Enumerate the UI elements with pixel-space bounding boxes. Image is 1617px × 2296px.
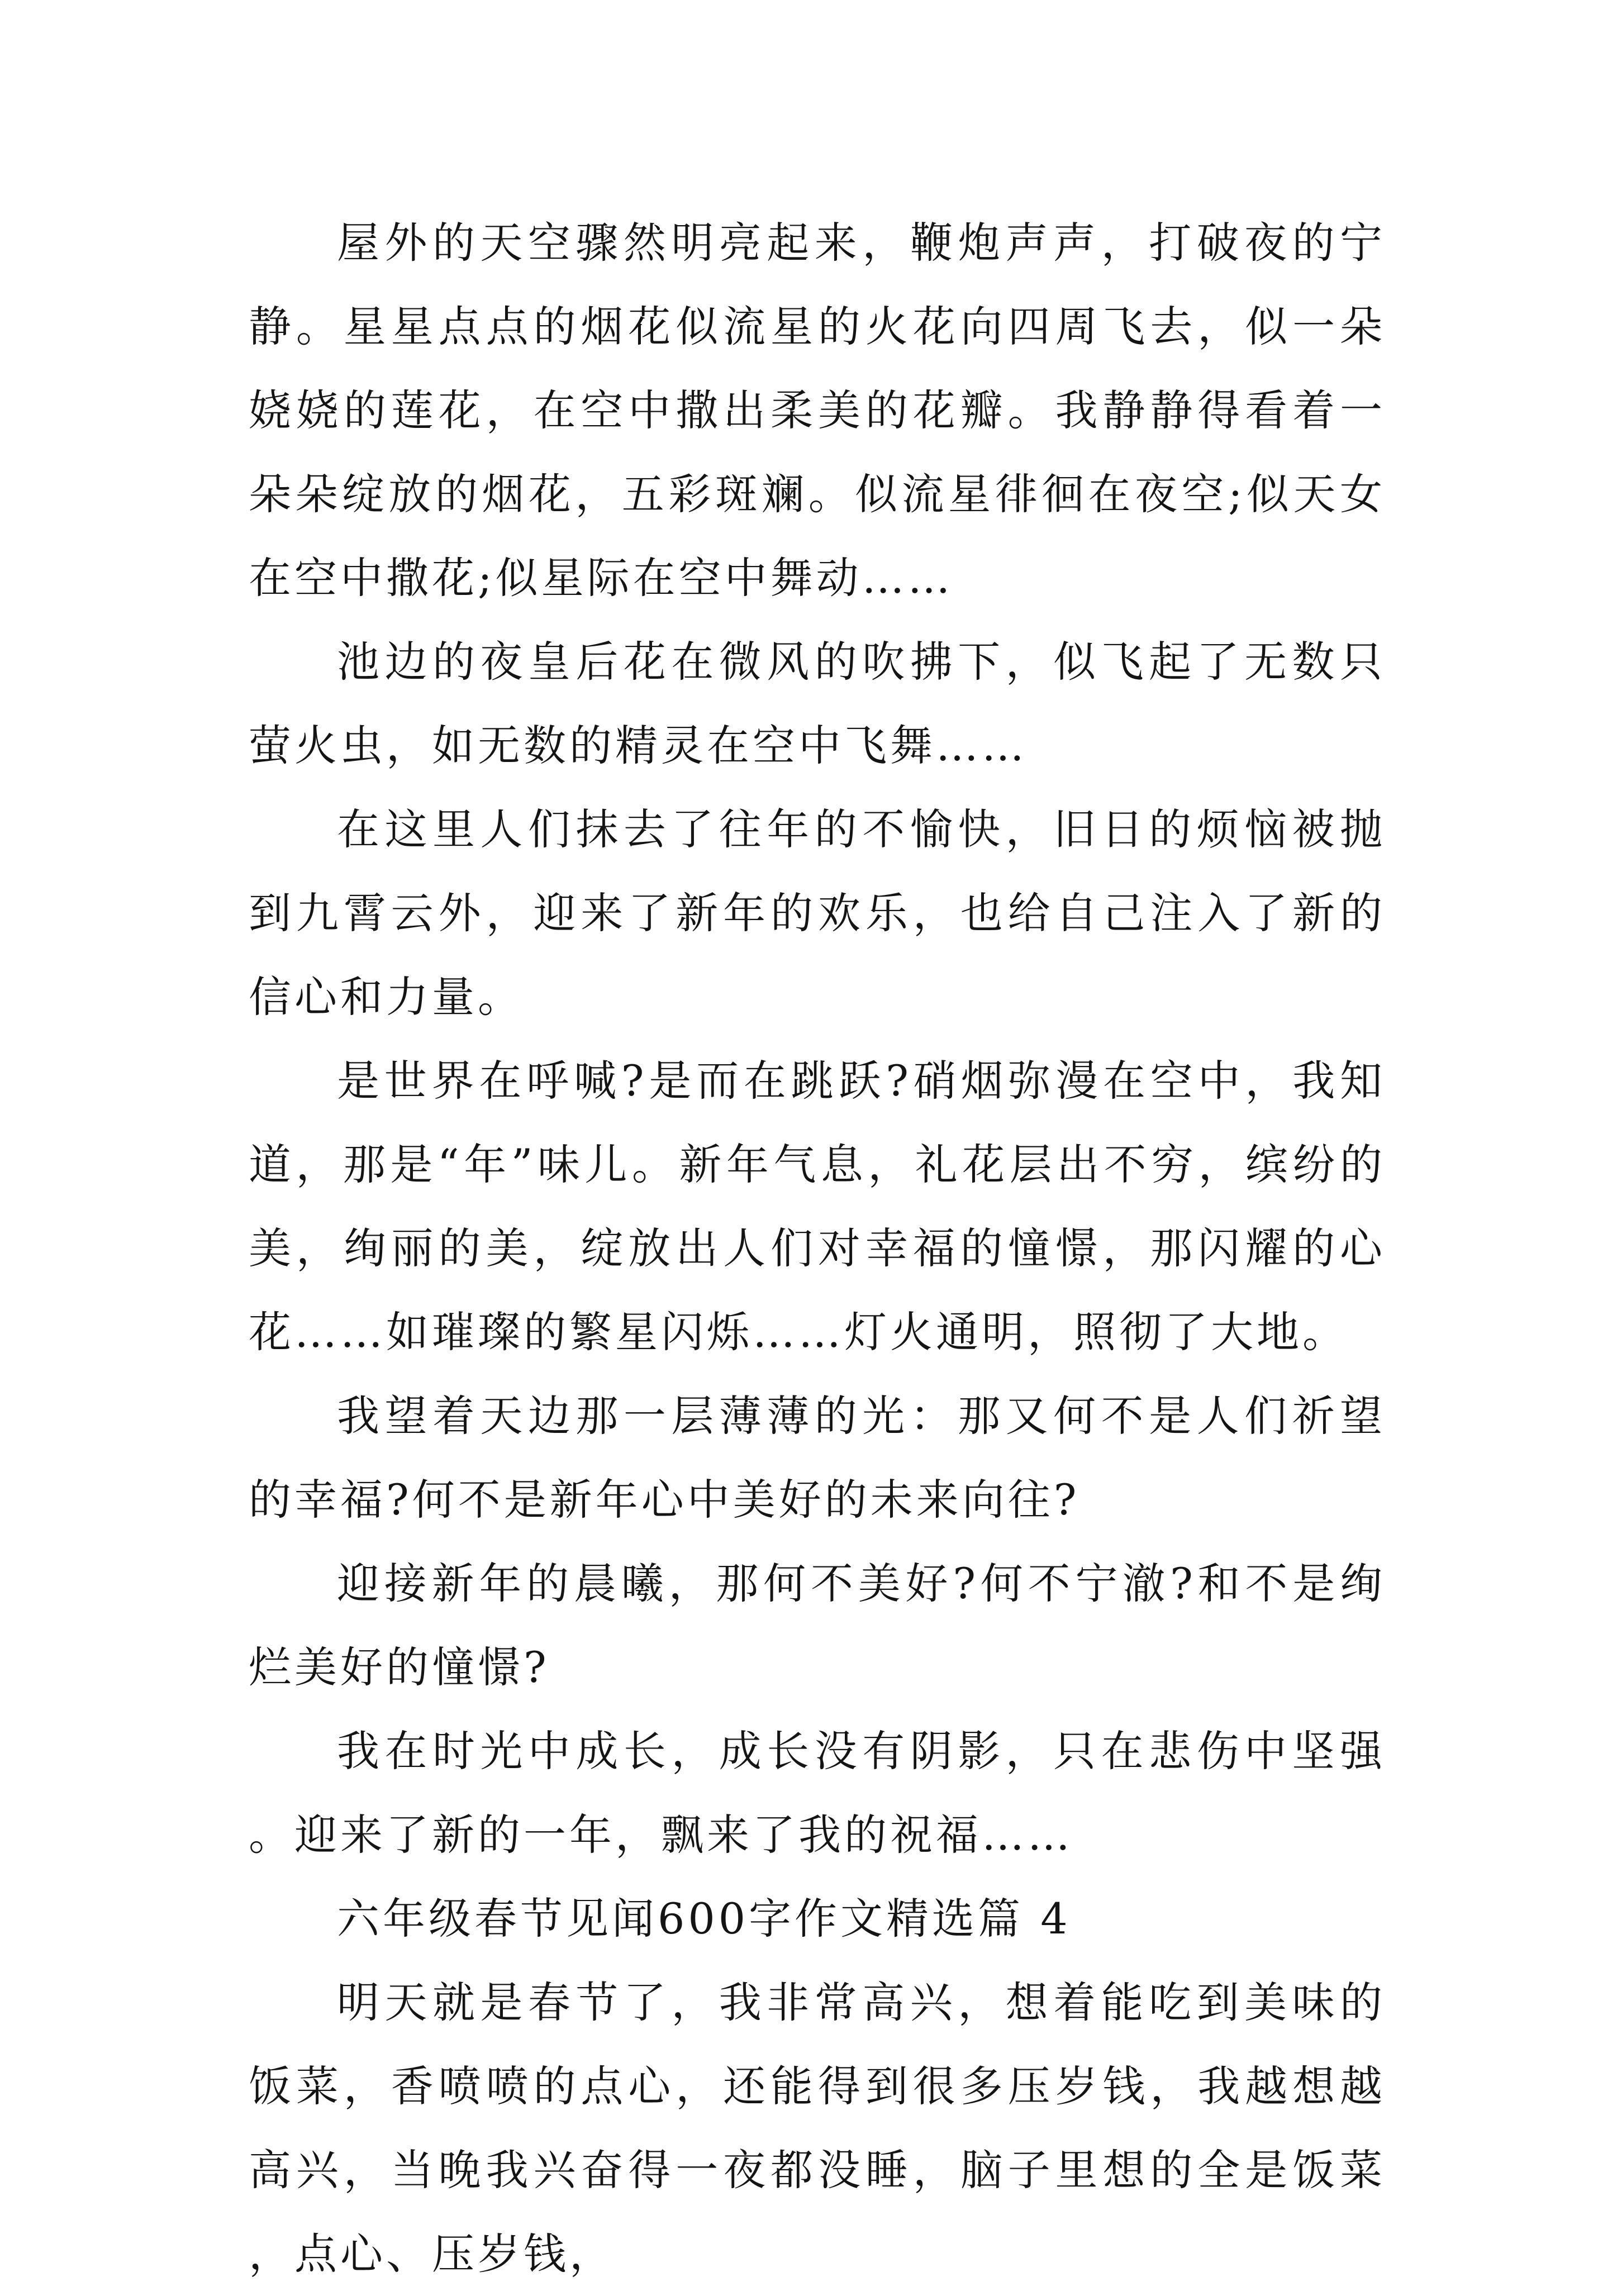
paragraph-spring-festival-eve: 明天就是春节了，我非常高兴，想着能吃到美味的饭菜，香喷喷的点心，还能得到很多压岁钱，我越想越高兴，当晚我兴奋得一夜都没睡，脑子里想的全是饭菜，点心、压岁钱， <box>249 1978 1386 2279</box>
paragraph-growing-up: 我在时光中成长，成长没有阴影，只在悲伤中坚强。迎来了新的一年，飘来了我的祝福…… <box>249 1726 1386 1860</box>
paragraph-sky-light: 我望着天边那一层薄薄的光：那又何不是人们祈望的幸福?何不是新年心中美好的未来向往? <box>249 1391 1386 1525</box>
section-heading: 六年级春节见闻600字作文精选篇 4 <box>337 1894 1071 1943</box>
paragraph-new-year-flavor: 是世界在呼喊?是而在跳跃?硝烟弥漫在空中，我知道，那是“年”味儿。新年气息，礼花层出不穷，缤纷的美，绚丽的美，绽放出人们对幸福的憧憬，那闪耀的心花……如璀璨的繁星闪烁……灯火通明，照彻了大地。 <box>249 1056 1386 1357</box>
paragraph-night-queen-flowers: 池边的夜皇后花在微风的吹拂下，似飞起了无数只萤火虫，如无数的精灵在空中飞舞…… <box>249 637 1386 770</box>
document-body <box>249 201 1386 2296</box>
paragraph-new-year-joy: 在这里人们抹去了往年的不愉快，旧日的烦恼被抛到九霄云外，迎来了新年的欢乐，也给自己注入了新的信心和力量。 <box>249 804 1386 1022</box>
paragraph-morning-light: 迎接新年的晨曦，那何不美好?何不宁澈?和不是绚烂美好的憧憬? <box>249 1559 1386 1692</box>
paragraph-fireworks-sky: 屋外的天空骤然明亮起来，鞭炮声声，打破夜的宁静。星星点点的烟花似流星的火花向四周飞去，似一朵娆娆的莲花，在空中撒出柔美的花瓣。我静静得看着一朵朵绽放的烟花，五彩斑斓。似流星徘徊在夜空;似天女在空中撒花;似星际在空中舞动…… <box>249 218 1386 603</box>
